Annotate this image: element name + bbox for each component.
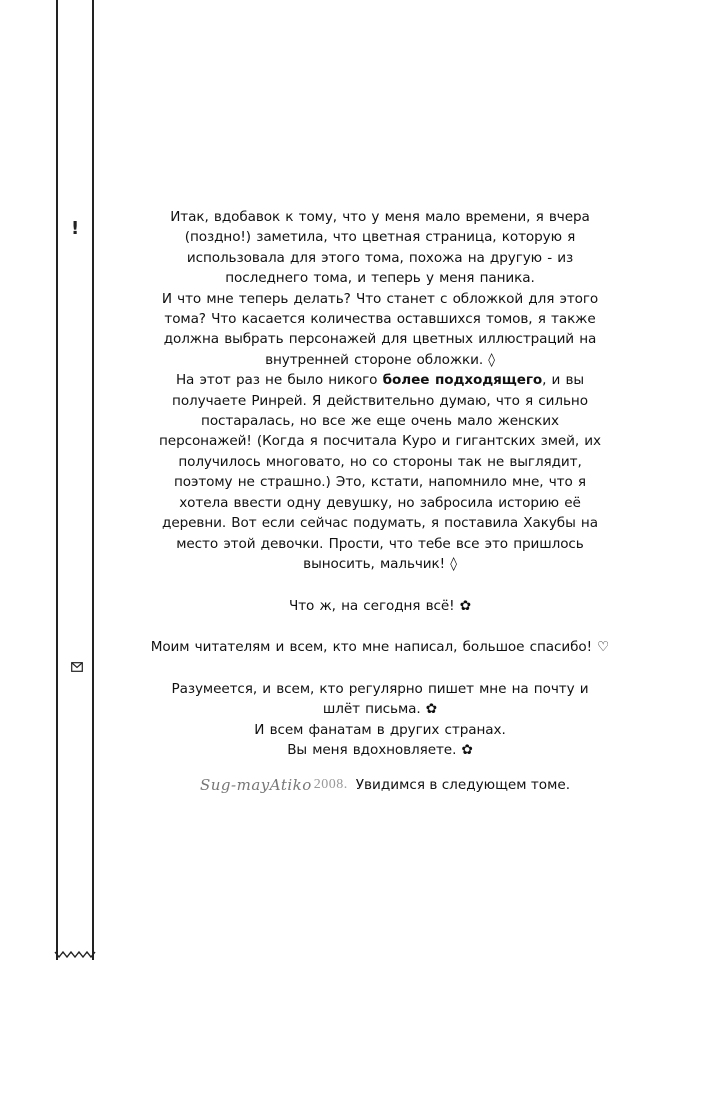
note-line: деревни. Вот если сейчас подумать, я поставила Хакубы на [162, 515, 598, 532]
note-line-part: , и вы [542, 372, 585, 389]
note-line: внутренней стороне обложки. ◊ [265, 351, 495, 368]
note-line: получилось многовато, но со стороны так не выглядит, [178, 453, 582, 470]
note-line: получаете Ринрей. Я действительно думаю, что я сильно [172, 392, 588, 409]
note-line [150, 370, 610, 390]
page-ribbon [56, 0, 94, 960]
note-line: (поздно!) заметила, что цветная страница, которую я [184, 229, 576, 246]
envelope-icon [71, 662, 83, 672]
note-line: персонажей! (Когда я посчитала Куро и гигантских змей, их [159, 433, 601, 450]
note-line: И что мне теперь делать? Что станет с обложкой для этого [161, 290, 599, 307]
note-line: Итак, вдобавок к тому, что у меня мало времени, я вчера [170, 209, 590, 225]
note-line: использовала для этого тома, похожа на другую - из [186, 249, 574, 266]
closing-greetings [150, 596, 610, 760]
farewell-text: Увидимся в следующем томе. [355, 776, 571, 793]
fans-line: И всем фанатам в других странах. [254, 721, 506, 738]
ribbon-zigzag-edge [54, 948, 96, 962]
note-line: последнего тома, и теперь у меня паника. [225, 270, 535, 287]
note-line: должна выбрать персонажей для цветных иллюстраций на [163, 331, 597, 348]
note-line: постаралась, но все же еще очень мало женских [201, 413, 559, 430]
note-line: тома? Что касается количества оставшихся томов, я также [164, 311, 596, 328]
exclamation-icon: ! [71, 218, 80, 239]
signature-year: 2008. [313, 776, 348, 792]
note-line: поэтому не страшно.) Это, кстати, напомнило мне, что я [174, 474, 586, 491]
author-note-text [150, 207, 610, 574]
regular-line: шлёт письма. ✿ [322, 701, 438, 718]
signature-row [200, 774, 620, 798]
thanks-line: Моим читателям и всем, кто мне написал, большое спасибо! ♡ [150, 639, 610, 656]
note-line: место этой девочки. Прости, что тебе все это пришлось [176, 535, 584, 552]
author-signature: Sug-mayAtiko [200, 775, 312, 794]
today-line: Что ж, на сегодня всё! ✿ [289, 598, 471, 614]
regular-line: Разумеется, и всем, кто регулярно пишет мне на почту и [171, 680, 589, 697]
note-line-part: На этот раз не было никого [175, 372, 378, 389]
emphasized-text: более подходящего [382, 372, 543, 389]
note-line: хотела ввести одну девушку, но забросила историю её [179, 494, 581, 511]
inspire-line: Вы меня вдохновляете. ✿ [287, 742, 473, 759]
note-line: выносить, мальчик! ◊ [303, 555, 457, 572]
